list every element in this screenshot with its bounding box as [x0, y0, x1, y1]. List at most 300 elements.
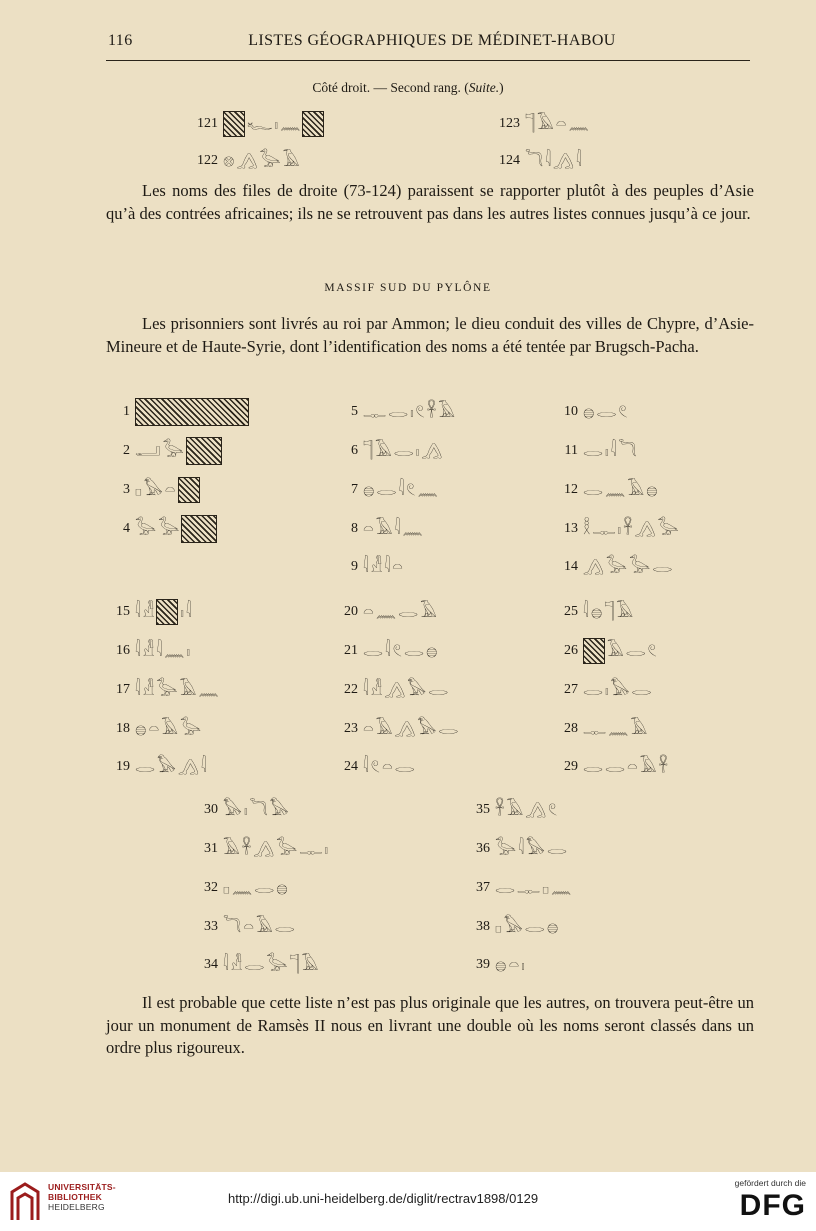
hieroglyph-group: [135, 599, 192, 625]
entry-26: [556, 637, 657, 665]
hieroglyph-sign: 𓅭: [276, 838, 298, 859]
hieroglyph-sign: 𓏲: [618, 401, 628, 422]
hieroglyph-sign: 𓇋: [363, 556, 369, 577]
hieroglyph-sign: 𓏤: [617, 518, 622, 539]
hieroglyph-group: [495, 954, 525, 975]
hieroglyph-sign: 𓂋: [583, 440, 604, 461]
hieroglyph-sign: 𓈖: [550, 877, 572, 898]
hieroglyph-sign: 𓆓: [525, 150, 544, 171]
section-title: MASSIF SUD DU PYLÔNE: [324, 282, 492, 294]
hieroglyph-sign: 𓅭: [266, 954, 288, 975]
hieroglyph-group: [583, 401, 628, 422]
hieroglyph-sign: 𓊹: [289, 954, 300, 975]
hieroglyph-sign: 𓏲: [647, 640, 657, 661]
hieroglyph-sign: 𓂻: [177, 756, 199, 777]
entry-number: 121: [197, 116, 218, 131]
library-name: [48, 1182, 116, 1212]
hieroglyph-sign: 𓂋: [583, 756, 604, 777]
hieroglyph-sign: 𓏲: [392, 640, 402, 661]
hieroglyph-group: [223, 150, 300, 171]
hieroglyph-sign: 𓂋: [135, 756, 156, 777]
subheading-italic: Suite.: [468, 80, 500, 95]
hieroglyph-sign: 𓁐: [230, 954, 243, 975]
hieroglyph-sign: 𓂋: [625, 640, 646, 661]
entry-number: 123: [499, 116, 520, 131]
hieroglyph-group: [363, 518, 423, 539]
hieroglyph-sign: 𓐍: [583, 401, 595, 422]
hieroglyph-sign: 𓊃: [517, 877, 541, 898]
entry-8: [336, 515, 423, 543]
hieroglyph-group: [495, 799, 558, 820]
hieroglyph-group: [583, 601, 634, 622]
hieroglyph-sign: 𓏤: [415, 440, 420, 461]
hieroglyph-sign: 𓋹: [495, 799, 505, 820]
hieroglyph-group: [363, 718, 459, 739]
entry-number: 122: [197, 153, 218, 168]
entry-number: 17: [116, 682, 130, 697]
hieroglyph-group: [583, 679, 652, 700]
hieroglyph-sign: 𓐍: [135, 718, 147, 739]
hieroglyph-sign: 𓂋: [605, 756, 626, 777]
hieroglyph-sign: 𓁐: [370, 679, 383, 700]
entry-27: [556, 676, 652, 704]
hieroglyph-sign: 𓏤: [180, 601, 184, 622]
hieroglyph-sign: 𓈖: [280, 113, 301, 134]
entry-number: 9: [351, 559, 358, 574]
hieroglyph-sign: 𓄿: [630, 718, 648, 739]
entry-number: 26: [564, 643, 578, 658]
entry-number: 7: [351, 482, 358, 497]
entry-11: [556, 437, 637, 465]
hieroglyph-sign: 𓅭: [259, 150, 281, 171]
hieroglyph-sign: 𓂋: [388, 401, 409, 422]
hieroglyph-sign: 𓄿: [375, 518, 393, 539]
entry-7: [336, 476, 438, 504]
hieroglyph-sign: 𓐍: [646, 479, 658, 500]
hieroglyph-sign: 𓈖: [231, 877, 253, 898]
lacuna-hatch: [135, 398, 249, 426]
hieroglyph-sign: 𓏤: [324, 838, 329, 859]
hieroglyph-sign: 𓂻: [384, 679, 406, 700]
entry-number: 12: [564, 482, 578, 497]
entry-34: [196, 951, 318, 979]
entry-6: [336, 437, 442, 465]
hieroglyph-sign: 𓂻: [525, 799, 547, 820]
entry-19: [108, 753, 207, 781]
hieroglyph-sign: 𓊃: [299, 838, 323, 859]
entry-22: [336, 676, 448, 704]
hieroglyph-sign: 𓅃: [417, 718, 437, 739]
hieroglyph-sign: 𓄿: [639, 756, 657, 777]
running-header: [108, 32, 756, 54]
hieroglyph-sign: 𓂻: [394, 718, 416, 739]
hieroglyph-sign: 𓈖: [417, 479, 438, 500]
hieroglyph-sign: 𓂋: [652, 556, 673, 577]
hieroglyph-sign: 𓆓: [618, 440, 637, 461]
entry-15: [108, 598, 192, 626]
hieroglyph-sign: 𓇋: [223, 954, 229, 975]
hieroglyph-sign: 𓂋: [438, 718, 459, 739]
hieroglyph-sign: 𓏤: [521, 954, 525, 975]
entry-number: 27: [564, 682, 578, 697]
hieroglyph-sign: 𓄿: [506, 799, 524, 820]
hieroglyph-sign: 𓄿: [223, 838, 240, 859]
entry-37: [468, 874, 571, 902]
lacuna-hatch: [156, 599, 178, 625]
hieroglyph-sign: 𓂝: [135, 440, 161, 461]
lacuna-hatch: [186, 437, 222, 465]
entry-36: [468, 835, 567, 863]
hieroglyph-sign: 𓅃: [223, 799, 242, 820]
hieroglyph-sign: 𓂋: [524, 916, 545, 937]
hieroglyph-sign: 𓂻: [421, 440, 443, 461]
hieroglyph-sign: 𓅭: [657, 518, 679, 539]
hieroglyph-sign: 𓂋: [254, 877, 275, 898]
lacuna-hatch: [302, 111, 324, 137]
running-title: LISTES GÉOGRAPHIQUES DE MÉDINET-HABOU: [248, 32, 616, 49]
entry-2: [108, 437, 222, 465]
source-url-link[interactable]: http://digi.ub.uni-heidelberg.de/diglit/rectrav1898/0129: [228, 1191, 539, 1206]
hieroglyph-group: [583, 638, 657, 664]
lacuna-hatch: [223, 111, 245, 137]
entry-number: 20: [344, 604, 358, 619]
entry-number: 30: [204, 802, 218, 817]
paragraph-2: Les prisonniers sont livrés au roi par Ammon; le dieu conduit des villes de Chypre, d’Asie-Mineure et de Haute-Syrie, dont l’identification des noms a été tentée par Brugsch-Pacha.: [106, 314, 754, 356]
hieroglyph-group: [363, 756, 415, 777]
hieroglyph-sign: 𓏤: [274, 113, 279, 134]
hieroglyph-sign: 𓆓: [249, 799, 268, 820]
hieroglyph-sign: 𓂻: [634, 518, 656, 539]
hieroglyph-group: [495, 916, 559, 937]
hieroglyph-sign: 𓏤: [243, 799, 248, 820]
entry-number: 2: [123, 443, 130, 458]
entry-122: [190, 147, 299, 175]
hieroglyph-sign: 𓂋: [428, 679, 449, 700]
hieroglyph-sign: 𓎛: [583, 518, 591, 539]
entry-number: 39: [476, 957, 490, 972]
hieroglyph-group: [135, 398, 249, 426]
hieroglyph-sign: 𓄿: [301, 954, 319, 975]
hieroglyph-sign: 𓇋: [545, 150, 552, 171]
hieroglyph-group: [583, 518, 679, 539]
hieroglyph-sign: 𓅭: [158, 518, 180, 539]
footer-bar: [0, 1172, 816, 1231]
hieroglyph-sign: 𓏏: [392, 556, 403, 577]
hieroglyph-sign: 𓄿: [536, 113, 554, 134]
hieroglyph-sign: 𓇋: [575, 150, 582, 171]
entry-number: 13: [564, 521, 578, 536]
hieroglyph-group: [363, 401, 456, 422]
entry-38: [468, 913, 558, 941]
hieroglyph-sign: 𓆓: [223, 916, 242, 937]
hieroglyph-sign: 𓁐: [370, 556, 383, 577]
hieroglyph-sign: 𓊖: [223, 150, 235, 171]
hieroglyph-sign: 𓇋: [185, 601, 192, 622]
entry-number: 124: [499, 153, 520, 168]
hieroglyph-sign: 𓐍: [590, 601, 603, 622]
hieroglyph-group: [135, 437, 222, 465]
hieroglyph-sign: 𓏤: [605, 440, 609, 461]
hieroglyph-sign: 𓈖: [198, 679, 219, 700]
hieroglyph-sign: 𓂋: [244, 954, 265, 975]
hieroglyph-sign: 𓈖: [164, 640, 185, 661]
hieroglyph-group: [363, 679, 449, 700]
hieroglyph-sign: 𓏏: [363, 518, 374, 539]
lacuna-hatch: [583, 638, 605, 664]
entry-18: [108, 715, 201, 743]
hieroglyph-sign: 𓐍: [495, 954, 507, 975]
entry-number: 36: [476, 841, 490, 856]
entry-21: [336, 637, 437, 665]
hieroglyph-sign: 𓏲: [406, 479, 416, 500]
hieroglyph-sign: 𓐍: [425, 640, 438, 661]
hieroglyph-sign: 𓅃: [503, 916, 523, 937]
hieroglyph-sign: 𓏏: [243, 916, 254, 937]
hieroglyph-sign: 𓅭: [156, 679, 178, 700]
hieroglyph-sign: 𓄿: [616, 601, 634, 622]
hieroglyph-sign: 𓅭: [629, 556, 651, 577]
hieroglyph-sign: 𓅭: [180, 718, 202, 739]
hieroglyph-group: [583, 479, 658, 500]
hieroglyph-sign: 𓂻: [553, 150, 574, 171]
entry-number: 25: [564, 604, 578, 619]
entry-number: 14: [564, 559, 578, 574]
hieroglyph-sign: 𓏏: [508, 954, 520, 975]
hieroglyph-sign: 𓈖: [605, 479, 626, 500]
entry-number: 3: [123, 482, 130, 497]
entry-29: [556, 753, 668, 781]
hieroglyph-sign: 𓈖: [568, 113, 589, 134]
hieroglyph-sign: 𓇋: [135, 640, 141, 661]
hieroglyph-group: [363, 440, 443, 461]
hieroglyph-sign: 𓈖: [608, 718, 629, 739]
hieroglyph-sign: 𓅃: [610, 679, 630, 700]
hieroglyph-sign: 𓊃: [363, 401, 387, 422]
hieroglyph-sign: 𓇋: [135, 601, 141, 622]
subheading-main: Côté droit. — Second rang. (: [312, 80, 469, 95]
page-number: 116: [108, 32, 133, 49]
hieroglyph-group: [223, 111, 324, 137]
hieroglyph-group: [135, 679, 219, 700]
entry-number: 11: [564, 443, 578, 458]
hieroglyph-sign: 𓅭: [495, 838, 517, 859]
hieroglyph-sign: 𓏏: [164, 479, 176, 500]
hieroglyph-sign: 𓈖: [375, 601, 397, 622]
hieroglyph-sign: 𓊹: [363, 440, 373, 461]
lacuna-hatch: [181, 515, 217, 543]
hieroglyph-sign: 𓂋: [495, 877, 516, 898]
hieroglyph-sign: 𓐍: [546, 916, 559, 937]
entry-number: 18: [116, 721, 130, 736]
hieroglyph-sign: 𓂋: [403, 640, 424, 661]
hieroglyph-group: [495, 877, 572, 898]
hieroglyph-sign: 𓇋: [610, 440, 617, 461]
entry-124: [492, 147, 582, 175]
library-line-1: UNIVERSITÄTS-: [48, 1182, 116, 1192]
hieroglyph-sign: 𓄿: [627, 479, 645, 500]
hieroglyph-sign: 𓇋: [200, 756, 207, 777]
hieroglyph-sign: 𓄿: [255, 916, 273, 937]
hieroglyph-sign: 𓂻: [236, 150, 258, 171]
hieroglyph-sign: 𓏤: [605, 679, 609, 700]
paragraph-3: Il est probable que cette liste n’est pas plus originale que les autres, on trouvera peut-être un jour un monument de Ramsès II nous en livrant une double où les noms seront classés dans un ordre plus rigoureux.: [106, 993, 754, 1057]
hieroglyph-sign: 𓊪: [495, 916, 502, 937]
entry-3: [108, 476, 200, 504]
hieroglyph-sign: 𓇋: [518, 838, 525, 859]
hieroglyph-group: [363, 556, 403, 577]
subheading-close: ): [499, 80, 504, 95]
hieroglyph-sign: 𓊪: [135, 479, 142, 500]
entry-number: 16: [116, 643, 130, 658]
entry-number: 10: [564, 404, 578, 419]
hieroglyph-group: [525, 113, 589, 134]
hieroglyph-sign: 𓆑: [247, 113, 273, 134]
hieroglyph-sign: 𓂋: [274, 916, 295, 937]
entry-number: 32: [204, 880, 218, 895]
hieroglyph-sign: 𓂋: [631, 679, 652, 700]
hieroglyph-sign: 𓇋: [156, 640, 163, 661]
lacuna-hatch: [178, 477, 200, 503]
entry-5: [336, 398, 455, 426]
entry-23: [336, 715, 458, 743]
entry-31: [196, 835, 328, 863]
hieroglyph-sign: 𓏲: [370, 756, 380, 777]
hieroglyph-sign: 𓁐: [142, 679, 155, 700]
hieroglyph-sign: 𓋹: [426, 401, 437, 422]
hieroglyph-sign: 𓅃: [407, 679, 427, 700]
hieroglyph-group: [135, 756, 207, 777]
library-line-2: BIBLIOTHEK: [48, 1192, 102, 1202]
hieroglyph-group: [363, 479, 438, 500]
hieroglyph-sign: 𓇋: [583, 601, 589, 622]
hieroglyph-group: [135, 718, 202, 739]
entry-123: [492, 110, 589, 138]
entry-14: [556, 553, 672, 581]
entry-16: [108, 637, 190, 665]
entry-4: [108, 515, 217, 543]
entry-number: 5: [351, 404, 358, 419]
hieroglyph-sign: 𓄿: [179, 679, 197, 700]
entry-number: 21: [344, 643, 358, 658]
hieroglyph-group: [363, 601, 437, 622]
entry-number: 35: [476, 802, 490, 817]
hieroglyph-sign: 𓏏: [627, 756, 638, 777]
entry-number: 24: [344, 759, 358, 774]
hieroglyph-sign: 𓂻: [253, 838, 275, 859]
hieroglyph-sign: 𓇋: [394, 518, 401, 539]
hieroglyph-group: [583, 756, 669, 777]
entry-35: [468, 796, 557, 824]
hieroglyph-sign: 𓏏: [148, 718, 160, 739]
hieroglyph-sign: 𓊹: [525, 113, 535, 134]
hieroglyph-group: [583, 556, 673, 577]
hieroglyph-sign: 𓋹: [241, 838, 252, 859]
entry-number: 6: [351, 443, 358, 458]
hieroglyph-sign: 𓋹: [623, 518, 633, 539]
hieroglyph-sign: 𓇋: [135, 679, 141, 700]
entry-20: [336, 598, 437, 626]
hieroglyph-sign: 𓂋: [583, 479, 604, 500]
subheading: [0, 80, 816, 96]
hieroglyph-sign: 𓁐: [142, 601, 155, 622]
hieroglyph-sign: 𓄿: [375, 718, 393, 739]
entry-number: 38: [476, 919, 490, 934]
header-rule: [106, 60, 750, 61]
hieroglyph-group: [223, 838, 329, 859]
hieroglyph-sign: 𓅃: [526, 838, 545, 859]
entry-13: [556, 515, 679, 543]
hieroglyph-sign: 𓂋: [583, 679, 604, 700]
hieroglyph-sign: 𓊹: [604, 601, 615, 622]
hieroglyph-group: [135, 640, 191, 661]
hieroglyph-group: [223, 799, 289, 820]
hieroglyph-sign: 𓊃: [592, 518, 616, 539]
hieroglyph-sign: 𓈖: [402, 518, 423, 539]
hieroglyph-sign: 𓂋: [363, 640, 384, 661]
entry-30: [196, 796, 289, 824]
entry-number: 34: [204, 957, 218, 972]
hieroglyph-sign: 𓂋: [394, 756, 415, 777]
hieroglyph-sign: 𓄿: [161, 718, 179, 739]
hieroglyph-sign: 𓏏: [363, 718, 374, 739]
hieroglyph-group: [583, 440, 637, 461]
entry-1: [108, 398, 249, 426]
hieroglyph-sign: 𓂋: [393, 440, 414, 461]
hieroglyph-sign: 𓇋: [398, 479, 405, 500]
hieroglyph-group: [223, 916, 295, 937]
hieroglyph-sign: 𓏤: [410, 401, 414, 422]
entry-28: [556, 715, 647, 743]
entry-number: 29: [564, 759, 578, 774]
entry-number: 15: [116, 604, 130, 619]
hieroglyph-sign: 𓋹: [658, 756, 669, 777]
hieroglyph-sign: 𓄿: [374, 440, 392, 461]
hieroglyph-sign: 𓇋: [363, 756, 369, 777]
hieroglyph-group: [223, 954, 319, 975]
entry-number: 33: [204, 919, 218, 934]
hieroglyph-sign: 𓅃: [143, 479, 163, 500]
entry-24: [336, 753, 415, 781]
hieroglyph-sign: 𓁐: [142, 640, 155, 661]
entry-25: [556, 598, 633, 626]
heidelberg-library-logo-icon: [8, 1180, 42, 1224]
hieroglyph-sign: 𓇋: [363, 679, 369, 700]
hieroglyph-sign: 𓅃: [269, 799, 289, 820]
hieroglyph-group: [525, 150, 582, 171]
entry-number: 8: [351, 521, 358, 536]
hieroglyph-sign: 𓐍: [363, 479, 375, 500]
hieroglyph-sign: 𓊪: [542, 877, 549, 898]
hieroglyph-sign: 𓂋: [376, 479, 397, 500]
hieroglyph-sign: 𓐍: [276, 877, 288, 898]
hieroglyph-sign: 𓅃: [157, 756, 176, 777]
hieroglyph-group: [495, 838, 568, 859]
hieroglyph-sign: 𓂻: [583, 556, 604, 577]
entry-number: 23: [344, 721, 358, 736]
funded-by-text: gefördert durch die: [734, 1178, 806, 1188]
hieroglyph-sign: 𓊃: [583, 718, 607, 739]
entry-12: [556, 476, 658, 504]
entry-39: [468, 951, 525, 979]
hieroglyph-sign: 𓇋: [384, 556, 391, 577]
entry-121: [190, 110, 324, 138]
hieroglyph-sign: 𓄿: [420, 601, 437, 622]
hieroglyph-group: [135, 477, 200, 503]
hieroglyph-sign: 𓅭: [162, 440, 184, 461]
entry-10: [556, 398, 628, 426]
hieroglyph-sign: 𓏏: [555, 113, 567, 134]
hieroglyph-sign: 𓄿: [438, 401, 456, 422]
